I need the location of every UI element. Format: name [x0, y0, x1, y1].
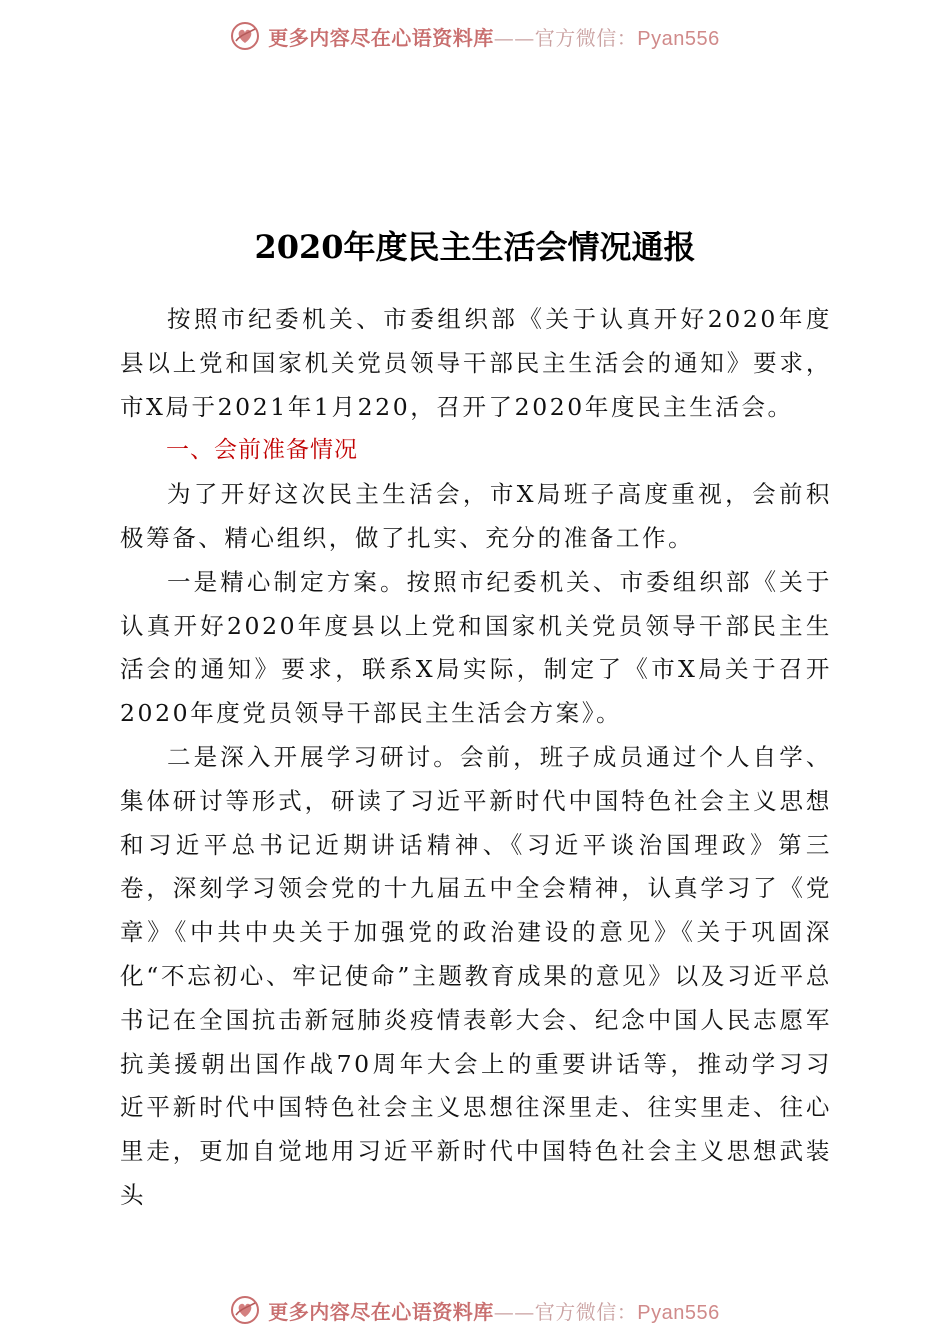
watermark-wechat-id: Pyan556	[637, 1301, 720, 1324]
section-heading-preparation: 一、会前准备情况	[166, 437, 358, 464]
paragraph-plan: 一是精心制定方案。按照市纪委机关、市委组织部《关于认真开好2020年度县以上党和国家机关党员领导干部民主生活会的通知》要求，联系X局实际，制定了《市X局关于召开2020年度党员领导干部民主生活会方案》。	[120, 567, 832, 728]
paragraph-intro: 按照市纪委机关、市委组织部《关于认真开好2020年度县以上党和国家机关党员领导干部民主生活会的通知》要求，市X局于2021年1月220，召开了2020年度民主生活会。	[120, 305, 832, 421]
header-watermark	[0, 16, 950, 56]
heart-swirl-logo-icon	[230, 1295, 260, 1325]
watermark-separator: ——	[493, 1299, 535, 1324]
watermark-text	[268, 1296, 719, 1325]
paragraph-preparation-summary: 为了开好这次民主生活会，市X局班子高度重视，会前积极筹备、精心组织，做了扎实、充分的准备工作。	[120, 480, 832, 552]
heart-swirl-logo-icon	[230, 21, 260, 51]
watermark-separator: ——	[493, 25, 535, 50]
watermark-label: 官方微信：	[534, 25, 638, 50]
watermark-text	[268, 22, 719, 51]
watermark-label: 官方微信：	[534, 1299, 638, 1324]
watermark-wechat-id: Pyan556	[637, 27, 720, 50]
watermark-brand: 更多内容尽在心语资料库	[268, 25, 494, 50]
footer-watermark	[0, 1290, 950, 1330]
document-body	[120, 298, 832, 1218]
watermark-brand: 更多内容尽在心语资料库	[268, 1299, 494, 1324]
paragraph-study: 二是深入开展学习研讨。会前，班子成员通过个人自学、集体研讨等形式，研读了习近平新时代中国特色社会主义思想和习近平总书记近期讲话精神、《习近平谈治国理政》第三卷，深刻学习领会党的十九届五中全会精神，认真学习了《党章》《中共中央关于加强党的政治建设的意见》《关于巩固深化“不忘初心、牢记使命”主题教育成果的意见》以及习近平总书记在全国抗击新冠肺炎疫情表彰大会、纪念中国人民志愿军抗美援朝出国作战70周年大会上的重要讲话等，推动学习习近平新时代中国特色社会主义思想往深里走、往实里走、往心里走，更加自觉地用习近平新时代中国特色社会主义思想武装头	[120, 742, 832, 1209]
document-title: 2020年度民主生活会情况通报	[254, 228, 696, 266]
